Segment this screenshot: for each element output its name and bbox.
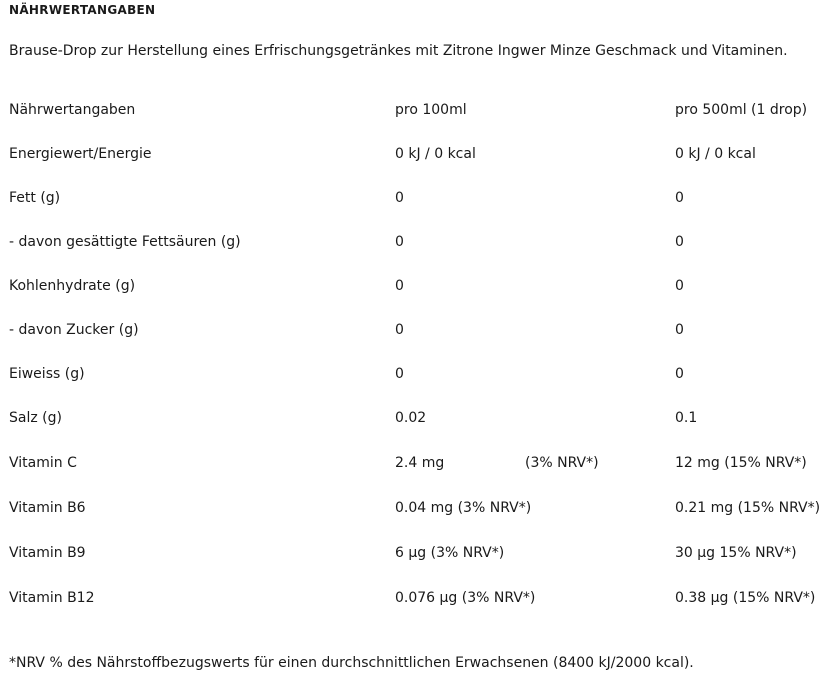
row-value-100ml: 6 µg (3% NRV*) [395,544,505,561]
row-value-100ml-nrv: (3% NRV*) [525,454,599,471]
nrv-footnote: *NRV % des Nährstoffbezugswerts für einen durchschnittlichen Erwachsenen (8400 kJ/2000 kcal). [9,655,694,671]
row-value-100ml [395,440,675,485]
table-row [9,308,835,352]
section-heading: NÄHRWERTANGABEN [9,3,156,17]
row-value-500ml: 0 kJ / 0 kcal [675,146,756,162]
row-value-100ml: 0 [395,278,404,294]
table-row [9,530,835,575]
table-row [9,176,835,220]
row-value-500ml: 30 µg 15% NRV*) [675,544,797,561]
row-label: Energiewert/Energie [9,146,152,162]
table-row [9,352,835,396]
row-value-100ml: 0 [395,366,404,382]
row-value-100ml: 0 [395,234,404,250]
row-label: Vitamin B6 [9,499,86,516]
table-row [9,575,835,620]
table-row [9,485,835,530]
row-value-100ml: 0.076 µg (3% NRV*) [395,589,536,606]
row-value-500ml: 0.1 [675,410,698,426]
row-value-100ml: 0 [395,322,404,338]
row-label: Vitamin C [9,454,77,471]
row-label: Fett (g) [9,190,61,206]
table-row [9,220,835,264]
row-label: Salz (g) [9,410,62,426]
row-value-500ml: 0 [675,234,684,250]
row-value-100ml: 0.02 [395,410,427,426]
row-value-500ml: 0 [675,322,684,338]
row-label: Vitamin B9 [9,544,86,561]
row-label: Eiweiss (g) [9,366,85,382]
row-value-100ml: 0 kJ / 0 kcal [395,146,476,162]
row-label: - davon gesättigte Fettsäuren (g) [9,234,241,250]
table-row [9,440,835,485]
table-row [9,264,835,308]
product-description: Brause-Drop zur Herstellung eines Erfrischungsgetränkes mit Zitrone Ingwer Minze Geschmack und Vitaminen. [9,43,788,59]
row-value-500ml: 0 [675,278,684,294]
row-label: Kohlenhydrate (g) [9,278,136,294]
header-per-100ml: pro 100ml [395,102,467,118]
row-value-100ml-amount: 2.4 mg [395,454,445,471]
row-label: Vitamin B12 [9,589,95,606]
row-value-500ml: 0 [675,366,684,382]
header-per-500ml: pro 500ml (1 drop) [675,102,808,118]
row-value-500ml: 0.38 µg (15% NRV*) [675,589,816,606]
table-row [9,132,835,176]
row-value-500ml: 12 mg (15% NRV*) [675,454,807,471]
row-value-100ml: 0 [395,190,404,206]
row-value-100ml: 0.04 mg (3% NRV*) [395,499,532,516]
header-label: Nährwertangaben [9,102,136,118]
table-row [9,396,835,440]
nutrition-table [9,88,835,620]
table-header-row [9,88,835,132]
row-label: - davon Zucker (g) [9,322,139,338]
row-value-500ml: 0.21 mg (15% NRV*) [675,499,821,516]
row-value-500ml: 0 [675,190,684,206]
